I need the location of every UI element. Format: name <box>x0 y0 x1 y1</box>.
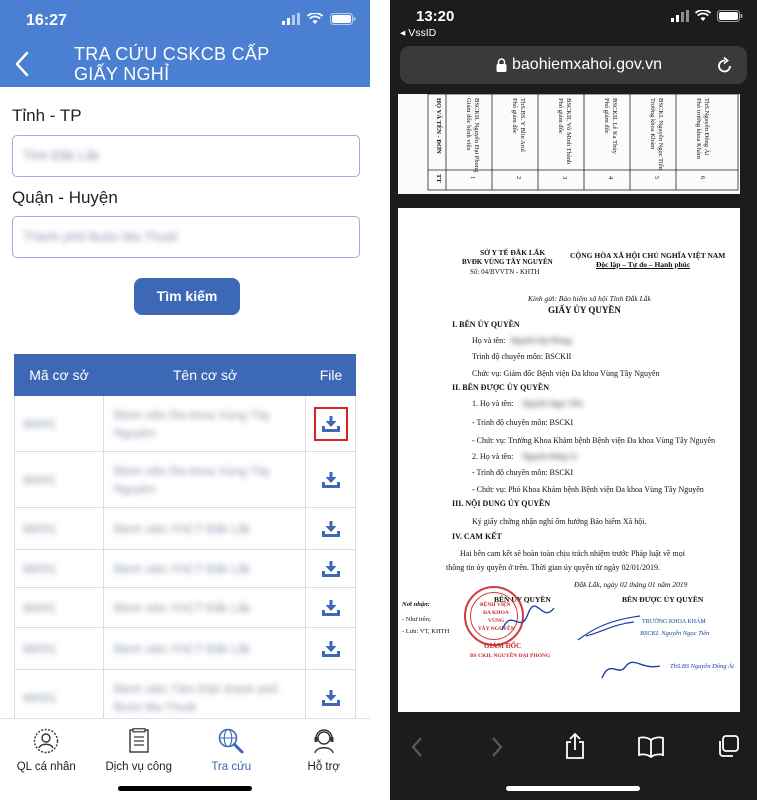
doc-section-3: III. NỘI DUNG ỦY QUYỀN <box>452 499 551 508</box>
doc-s4-text1: Hai bên cam kết sẽ hoàn toàn chịu trách nhiệm trước Pháp luật về mọi <box>460 549 685 558</box>
doc-row-line1: BSCKII. Lê Ka Thủy <box>611 98 618 154</box>
doc-row-name <box>465 98 480 172</box>
tab-ho-tro[interactable] <box>278 719 371 800</box>
tab-ql-ca-nhan[interactable] <box>0 719 93 800</box>
download-icon <box>321 599 341 617</box>
doc-number: Số: 04/BVVTN - KHTH <box>470 268 540 276</box>
page-title: TRA CỨU CSKCB CẤP GIẤY NGHỈ <box>74 44 270 84</box>
col-tt: TT <box>435 174 442 183</box>
tabs-icon[interactable] <box>716 734 740 758</box>
battery-icon <box>330 13 356 25</box>
status-time: 16:27 <box>26 12 67 29</box>
tab-label: Tra cứu <box>211 761 252 773</box>
doc-sign-right: BÊN ĐƯỢC ỦY QUYỀN <box>622 595 704 604</box>
doc-row-line2: Phó giám đốc <box>603 98 611 134</box>
doc-row-line1: BSCKI. Nguyễn Ngọc Tiến <box>657 98 664 170</box>
signal-icon <box>671 10 689 22</box>
doc-s1-name: Họ và tên: <box>472 336 506 345</box>
row-file <box>306 508 356 549</box>
name-text: Bệnh viện YHCT Đắk Lắk <box>114 521 251 536</box>
wifi-icon <box>695 10 711 22</box>
col-name: HỌ VÀ TÊN - ĐƠN <box>435 98 442 154</box>
table-row <box>14 550 356 588</box>
download-button[interactable] <box>314 552 348 586</box>
row-name <box>104 452 306 507</box>
doc-s1-position: Chức vụ: Giám đốc Bệnh viện Đa khoa Vùng Tây Nguyên <box>472 369 660 378</box>
vssid-app-screen <box>0 0 370 800</box>
download-button[interactable] <box>314 632 348 666</box>
doc-director-name: BS CKII. NGUYỄN ĐẠI PHONG <box>470 653 551 659</box>
stamp-text-3: VÙNG <box>488 618 505 624</box>
doc-head-title: TRƯỞNG KHOA KHÁM <box>642 619 706 625</box>
row-file <box>306 452 356 507</box>
reload-icon[interactable] <box>717 56 733 74</box>
doc-row-line2: Trưởng khoa Khám <box>649 98 657 150</box>
row-file <box>306 670 356 725</box>
doc-org1: SỞ Y TẾ ĐẮK LẮK <box>480 248 546 257</box>
doc-nation2: Độc lập – Tự do – Hạnh phúc <box>596 260 691 269</box>
row-code <box>14 508 104 549</box>
doc-row-number: 6 <box>699 176 706 180</box>
doc-s2-2-degree: - Trình độ chuyên môn: BSCKI <box>472 468 574 477</box>
row-code <box>14 628 104 669</box>
doc-row-name <box>557 98 572 164</box>
signal-icon <box>282 13 300 25</box>
doc-row-line1: ThS.BS. Y Blin Arul <box>519 98 526 152</box>
document-icon <box>128 728 150 754</box>
name-text: Bệnh viện YHCT Đắk Lắk <box>114 600 251 615</box>
tab-label: Hỗ trợ <box>307 761 340 773</box>
left-signature-icon <box>498 600 558 640</box>
status-time: 13:20 <box>416 8 455 25</box>
doc-s2-2-name: 2. Họ và tên: <box>472 452 514 461</box>
status-icons <box>671 10 743 22</box>
row-file <box>306 550 356 587</box>
doc-row-line1: BSCKII. Nguyễn Đại Phong <box>473 98 480 173</box>
col-file-header: File <box>319 367 343 383</box>
document-page-top <box>398 94 740 194</box>
doc-row-line2: Phó trưởng khoa Khám <box>695 98 703 159</box>
doc-row-line1: BSCKII. Võ Minh Thành <box>565 98 572 165</box>
code-text: 66001 <box>23 416 57 431</box>
download-icon <box>321 471 341 489</box>
code-text: 66001 <box>23 641 57 656</box>
search-globe-icon <box>217 727 245 755</box>
row-name <box>104 396 306 451</box>
doc-s2-1-degree: - Trình độ chuyên môn: BSCKI <box>472 418 574 427</box>
doc-section-1: I. BÊN ỦY QUYỀN <box>452 320 520 329</box>
tab-label: QL cá nhân <box>16 761 76 773</box>
doc-row-line2: Phó giám đốc <box>511 98 519 134</box>
row-name <box>104 508 306 549</box>
status-icons <box>282 13 356 25</box>
doc-row-number: 2 <box>515 176 522 180</box>
row-code <box>14 550 104 587</box>
download-icon <box>321 415 341 433</box>
doc-recipients-label: Nơi nhận: <box>402 601 430 608</box>
row-file <box>306 396 356 451</box>
doc-s2-1-name: 1. Họ và tên: <box>472 399 514 408</box>
download-icon <box>321 560 341 578</box>
row-file <box>306 628 356 669</box>
row-name <box>104 550 306 587</box>
table-row <box>14 588 356 628</box>
row-name <box>104 670 306 725</box>
doc-org2: BVĐK VÙNG TÂY NGUYÊN <box>462 258 553 266</box>
name-text: Bệnh viện Đa khoa Vùng Tây Nguyên <box>114 463 270 496</box>
name-text: Bệnh viện Đa khoa Vùng Tây Nguyên <box>114 407 270 440</box>
doc-s3-text: Ký giấy chứng nhận nghỉ ốm hưởng Bảo hiểm Xã hội. <box>472 517 647 526</box>
doc-deputy-name: ThS.BS Nguyễn Đông Ái <box>670 663 734 670</box>
doc-s4-text2: thông tin ủy quyền ở trên. Thời gian ủy quyền từ ngày 02/01/2019. <box>446 563 660 572</box>
row-code <box>14 588 104 627</box>
stamp-text-4: TÂY NGUYÊN <box>478 626 515 632</box>
authorization-document <box>398 208 740 713</box>
row-name <box>104 628 306 669</box>
doc-row-number: 1 <box>469 176 476 180</box>
doc-section-4: IV. CAM KẾT <box>452 532 502 541</box>
home-indicator <box>506 786 640 791</box>
user-circle-icon <box>33 728 59 754</box>
doc-row-number: 3 <box>561 176 568 180</box>
row-code <box>14 670 104 725</box>
panel-divider <box>370 0 390 800</box>
district-label: Quận - Huyện <box>12 188 118 207</box>
doc-title: GIẤY ỦY QUYỀN <box>548 305 621 315</box>
doc-s1-degree: Trình độ chuyên môn: BSCKII <box>472 352 572 361</box>
doc-s2-1-name-value: Nguyễn Ngọc Tiến <box>522 399 583 408</box>
code-text: 66001 <box>23 561 57 576</box>
battery-icon <box>717 10 743 22</box>
table-row <box>14 396 356 452</box>
code-text: 66001 <box>23 600 57 615</box>
col-name-header: Tên cơ sở <box>172 367 238 383</box>
download-button[interactable] <box>314 512 348 546</box>
back-chevron-icon[interactable] <box>12 50 32 78</box>
stamp-text-1: BỆNH VIỆN <box>480 602 511 608</box>
url-text: baohiemxahoi.gov.vn <box>512 56 663 73</box>
right-signature-2-icon <box>596 648 666 684</box>
name-text: Bệnh viện Tâm thần thành phố Buôn Ma Thuột <box>114 681 278 714</box>
district-value: Thành phố Buôn Ma Thuột <box>23 229 178 244</box>
row-code <box>14 396 104 451</box>
doc-director-title: GIÁM ĐỐC <box>484 642 522 650</box>
name-text: Bệnh viện YHCT Đắk Lắk <box>114 561 251 576</box>
safari-screen <box>390 0 757 800</box>
stamp-text-2: ĐA KHOA <box>483 610 509 616</box>
doc-s1-name-value: Nguyễn Đại Phong <box>510 336 572 345</box>
province-label: Tỉnh - TP <box>12 106 82 125</box>
doc-row-line2: Phó giám đốc <box>557 98 565 134</box>
doc-row-name <box>649 98 664 170</box>
doc-section-2: II. BÊN ĐƯỢC ỦY QUYỀN <box>452 383 549 392</box>
doc-date: Đắk Lắk, ngày 02 tháng 01 năm 2019 <box>574 580 688 589</box>
download-button[interactable] <box>314 591 348 625</box>
doc-row-number: 5 <box>653 176 660 180</box>
doc-row-name <box>511 98 526 152</box>
url-bar[interactable] <box>400 46 747 84</box>
table-body <box>14 396 356 726</box>
doc-row-number: 4 <box>607 176 614 180</box>
download-icon <box>321 640 341 658</box>
doc-row-line1: ThS.Nguyễn Đông Ái <box>703 98 710 156</box>
province-select[interactable] <box>12 135 360 177</box>
doc-nation1: CỘNG HÒA XÃ HỘI CHỦ NGHĨA VIỆT NAM <box>570 251 726 260</box>
code-text: 66001 <box>23 690 57 705</box>
bookmarks-icon[interactable] <box>638 736 664 758</box>
home-indicator <box>118 786 252 791</box>
doc-row-name <box>603 98 618 154</box>
district-select[interactable] <box>12 216 360 258</box>
search-button[interactable]: Tìm kiếm <box>134 278 240 315</box>
doc-row-line2: Giám đốc bệnh viện <box>465 98 473 151</box>
doc-row-name <box>695 98 710 159</box>
table-row <box>14 452 356 508</box>
doc-recipients-1: - Như trên; <box>402 616 431 623</box>
download-icon <box>321 689 341 707</box>
code-text: 66001 <box>23 472 57 487</box>
status-bar <box>0 0 370 40</box>
download-button[interactable] <box>314 681 348 715</box>
download-button[interactable] <box>314 407 348 441</box>
table-row <box>14 508 356 550</box>
doc-s2-1-position: - Chức vụ: Trưởng Khoa Khám bệnh Bệnh viện Đa khoa Vùng Tây Nguyên <box>472 436 716 445</box>
doc-s2-2-name-value: Nguyễn Đông Ái <box>522 452 578 461</box>
back-to-app-link[interactable]: ◂ VssID <box>400 27 437 39</box>
col-code-header: Mã cơ sở <box>29 367 89 383</box>
row-name <box>104 588 306 627</box>
support-icon <box>311 728 337 754</box>
row-file <box>306 588 356 627</box>
table-row <box>14 628 356 670</box>
province-value: Tỉnh Đắk Lắk <box>23 148 100 163</box>
table-header <box>14 354 356 396</box>
doc-recipients-2: - Lưu: VT, KHTH <box>402 628 450 635</box>
download-icon <box>321 520 341 538</box>
doc-s2-2-position: - Chức vụ: Phó Khoa Khám bệnh Bệnh viện Đa khoa Vùng Tây Nguyên <box>472 485 704 494</box>
share-icon[interactable] <box>564 732 586 760</box>
doc-head-name: BSCKI. Nguyễn Ngọc Tiến <box>640 630 710 637</box>
tab-label: Dịch vụ công <box>105 761 172 773</box>
browser-forward-icon[interactable] <box>490 736 504 758</box>
download-button[interactable] <box>314 463 348 497</box>
right-signature-1-icon <box>574 610 644 646</box>
browser-back-icon[interactable] <box>410 736 424 758</box>
doc-sign-left: BÊN ỦY QUYỀN <box>494 595 551 604</box>
row-code <box>14 452 104 507</box>
wifi-icon <box>307 13 323 25</box>
facility-table <box>14 354 356 726</box>
app-header <box>0 40 370 87</box>
name-text: Bệnh viện YHCT Đắk Lắk <box>114 641 251 656</box>
code-text: 66001 <box>23 521 57 536</box>
lock-icon <box>496 58 507 72</box>
doc-recipient: Kính gửi: Bảo hiểm xã hội Tỉnh Đắk Lắk <box>528 294 651 303</box>
